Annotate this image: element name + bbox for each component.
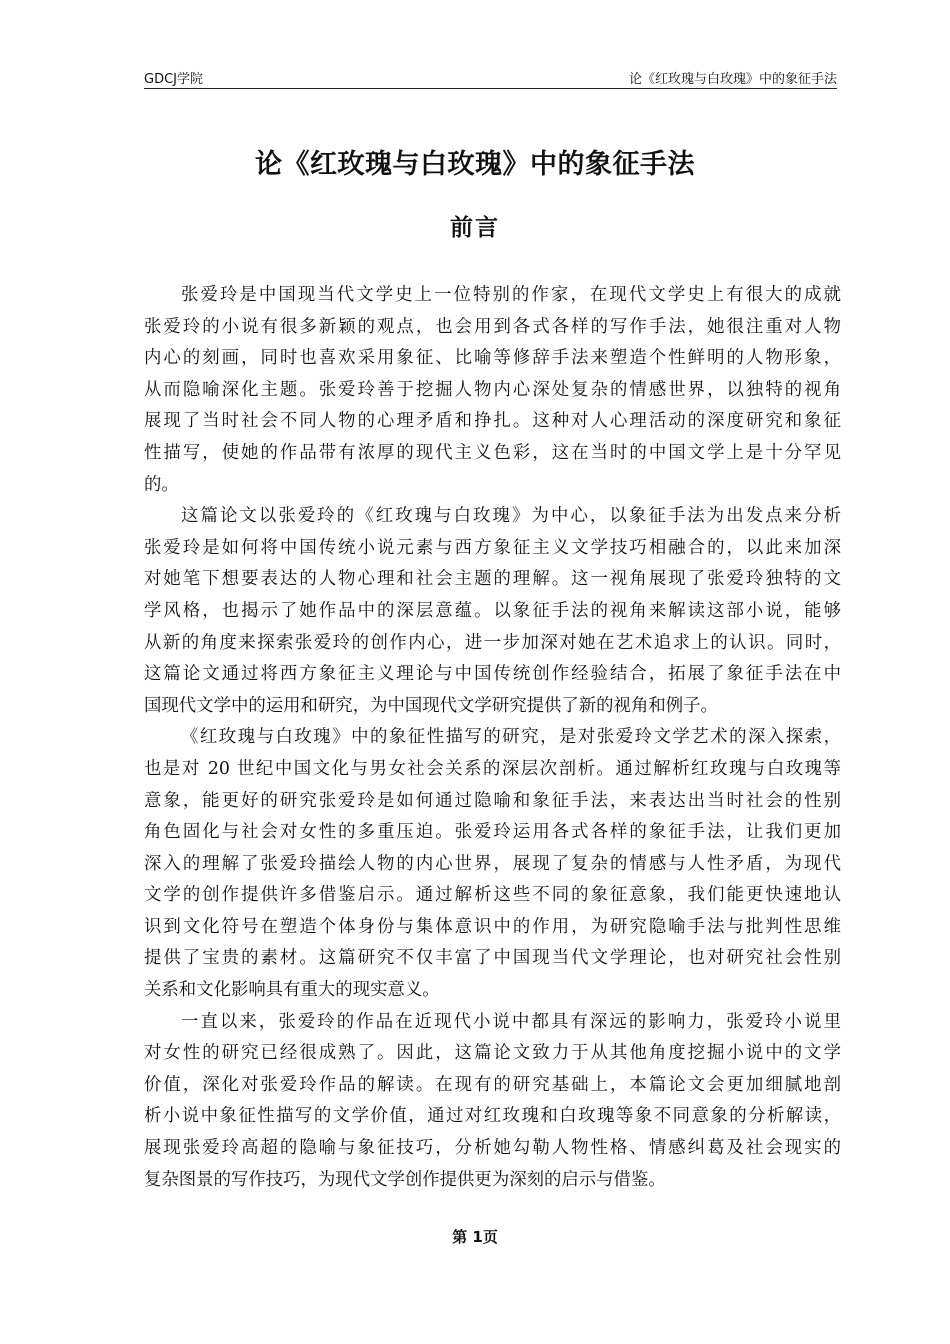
- paragraph: [144, 280, 841, 501]
- paragraph-line: 《红玫瑰与白玫瑰》中的象征性描写的研究，是对张爱玲文学艺术的深入探索，: [181, 727, 841, 748]
- paragraph-line: 深入的理解了张爱玲描绘人物的内心世界，展现了复杂的情感与人性矛盾，为现代: [144, 853, 841, 874]
- paragraph-line: 从新的角度来探索张爱玲的创作内心，进一步加深对她在艺术追求上的认识。同时，: [144, 632, 841, 653]
- paragraph-line: 对女性的研究已经很成熟了。因此，这篇论文致力于从其他角度挖掘小说中的文学: [144, 1043, 841, 1064]
- paragraph-line: 内心的刻画，同时也喜欢采用象征、比喻等修辞手法来塑造个性鲜明的人物形象，: [144, 348, 841, 369]
- paragraph-line: 张爱玲是如何将中国传统小说元素与西方象征主义文学技巧相融合的，以此来加深: [144, 537, 841, 558]
- paragraph-line: 复杂图景的写作技巧，为现代文学创作提供更为深刻的启示与借鉴。: [144, 1169, 666, 1190]
- paragraph-line: 展现了当时社会不同人物的心理矛盾和挣扎。这种对人心理活动的深度研究和象征: [144, 411, 841, 432]
- paragraph-line: 价值，深化对张爱玲作品的解读。在现有的研究基础上，本篇论文会更加细腻地剖: [144, 1074, 841, 1095]
- paragraph-line: 张爱玲是中国现当代文学史上一位特别的作家，在现代文学史上有很大的成就: [181, 285, 841, 305]
- paragraph-line: 性描写，使她的作品带有浓厚的现代主义色彩，这在当时的中国文学上是十分罕见: [144, 442, 841, 463]
- paragraph-line: 识到文化符号在塑造个体身份与集体意识中的作用，为研究隐喻手法与批判性思维: [144, 916, 841, 937]
- paragraph: [144, 501, 841, 722]
- paragraph-line: 角色固化与社会对女性的多重压迫。张爱玲运用各式各样的象征手法，让我们更加: [144, 822, 841, 843]
- paragraph: [144, 1007, 841, 1197]
- paragraph-line: 展现张爱玲高超的隐喻与象征技巧，分析她勾勒人物性格、情感纠葛及社会现实的: [144, 1138, 841, 1159]
- paragraph-line: 从而隐喻深化主题。张爱玲善于挖掘人物内心深处复杂的情感世界，以独特的视角: [144, 379, 841, 400]
- paragraph-line: 一直以来，张爱玲的作品在近现代小说中都具有深远的影响力，张爱玲小说里: [181, 1011, 841, 1032]
- paragraph-line: 学风格，也揭示了她作品中的深层意蕴。以象征手法的视角来解读这部小说，能够: [144, 600, 841, 621]
- paragraph-line: 也是对 20 世纪中国文化与男女社会关系的深层次剖析。通过解析红玫瑰与白玫瑰等: [144, 758, 841, 779]
- header-running-title: 论《红玫瑰与白玫瑰》中的象征手法: [628, 72, 837, 87]
- paragraph: [144, 722, 841, 1006]
- paragraph-line: 这篇论文以张爱玲的《红玫瑰与白玫瑰》为中心，以象征手法为出发点来分析: [181, 506, 841, 527]
- paragraph-line: 提供了宝贵的素材。这篇研究不仅丰富了中国现当代文学理论，也对研究社会性别: [144, 948, 841, 969]
- paragraph-line: 张爱玲的小说有很多新颖的观点，也会用到各式各样的写作手法，她很注重对人物: [144, 316, 841, 337]
- paragraph-line: 这篇论文通过将西方象征主义理论与中国传统创作经验结合，拓展了象征手法在中: [144, 664, 841, 685]
- section-heading-preface: 前言: [450, 215, 500, 241]
- paragraph-line: 关系和文化影响具有重大的现实意义。: [144, 980, 440, 1001]
- paragraph-line: 文学的创作提供许多借鉴启示。通过解析这些不同的象征意象，我们能更快速地认: [144, 885, 841, 906]
- paragraph-line: 国现代文学中的运用和研究，为中国现代文学研究提供了新的视角和例子。: [144, 695, 718, 716]
- page-header: [144, 66, 837, 89]
- paragraph-line: 析小说中象征性描写的文学价值，通过对红玫瑰和白玫瑰等象不同意象的分析解读，: [144, 1106, 841, 1127]
- header-institution: GDCJ学院: [144, 72, 203, 87]
- document-title: 论《红玫瑰与白玫瑰》中的象征手法: [255, 149, 695, 180]
- page-number: 第 1页: [452, 1228, 498, 1246]
- paragraph-line: 对她笔下想要表达的人物心理和社会主题的理解。这一视角展现了张爱玲独特的文: [144, 569, 841, 590]
- paragraph-line: 的。: [144, 474, 179, 495]
- paragraph-line: 意象，能更好的研究张爱玲是如何通过隐喻和象征手法，来表达出当时社会的性别: [144, 790, 841, 811]
- body-text: [144, 280, 841, 1196]
